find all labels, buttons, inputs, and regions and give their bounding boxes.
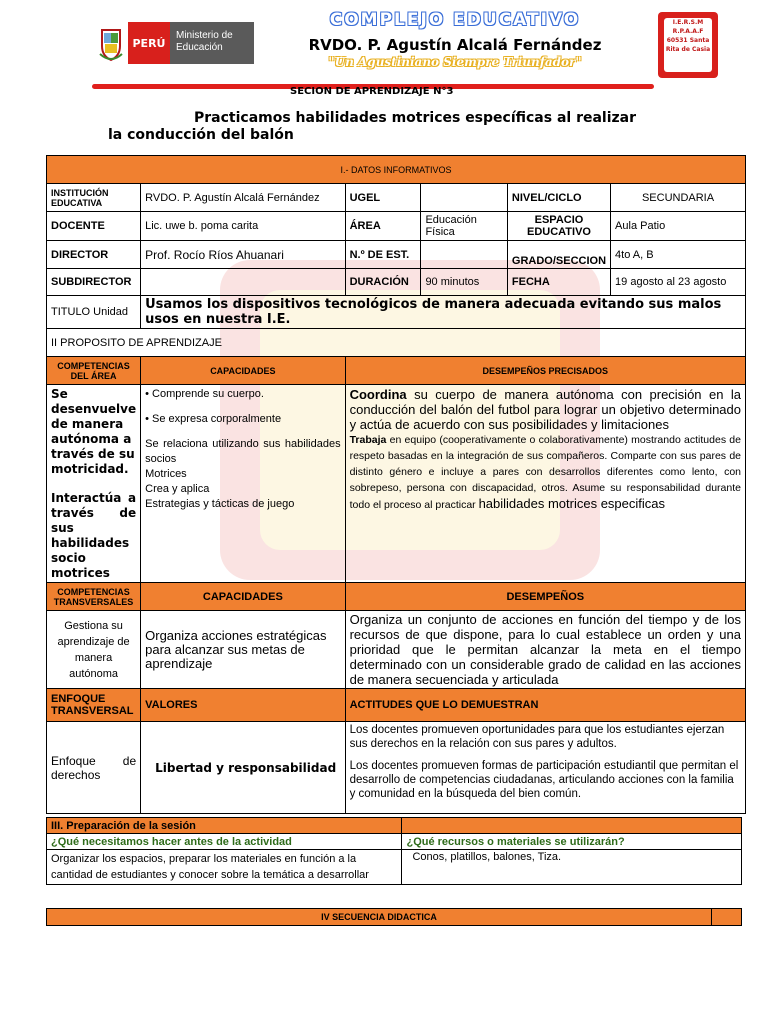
duracion-value: 90 minutos [421, 269, 507, 296]
desempenos-header: DESEMPEÑOS PRECISADOS [345, 357, 745, 385]
nivel-label: NIVEL/CICLO [507, 184, 610, 212]
capacidad-2: Se expresa corporalmente [152, 413, 282, 425]
institucion-label: INSTITUCIÓN EDUCATIVA [47, 184, 141, 212]
actitud-2: Los docentes promueven formas de participación estudiantil que permitan el desarrollo de competencias ciudadanas, articulando acciones con la familia y comunidad en la búsqueda del bien común. [349, 760, 739, 800]
secuencia-header: IV SECUENCIA DIDACTICA [47, 909, 712, 926]
actitudes-header: ACTITUDES QUE LO DEMUESTRAN [345, 689, 745, 722]
preparacion-a2: Conos, platillos, balones, Tiza. [402, 850, 742, 885]
transversales-header: COMPETENCIAS TRANSVERSALES [47, 583, 141, 611]
trans-desempenos-header: DESEMPEÑOS [345, 583, 745, 611]
actitud-1: Los docentes promueven oportunidades para que los estudiantes ejerzan sus derechos en la relación con sus pares y adultos. [349, 724, 725, 750]
desempeno-1 [350, 387, 741, 432]
ugel-label: UGEL [345, 184, 421, 212]
titulo-value: Usamos los dispositivos tecnológicos de manera adecuada evitando sus malos usos en nuestra I.E. [141, 296, 746, 329]
page-title [108, 110, 668, 144]
competencias-cell [47, 385, 141, 583]
area-value: Educación Física [421, 212, 507, 241]
capacidad-4: Crea y aplica [145, 483, 210, 495]
fecha-value: 19 agosto al 23 agosto [611, 269, 746, 296]
secuencia-header-blank [712, 909, 742, 926]
peru-coat-of-arms-icon [98, 24, 124, 64]
crest-text: I.E.R.S.M R.P.A.A.F 60531 Santa Rita de Casia [664, 18, 712, 72]
competencia-2: Interactúa a través de sus habilidades socio motrices [51, 491, 137, 580]
enfoque-header: ENFOQUE TRANSVERSAL [47, 689, 141, 722]
preparacion-q2: ¿Qué recursos o materiales se utilizarán? [402, 834, 742, 850]
institucion-value: RVDO. P. Agustín Alcalá Fernández [141, 184, 345, 212]
preparacion-header-blank [402, 818, 742, 834]
proposito-header: II PROPOSITO DE APRENDIZAJE [47, 329, 746, 357]
datos-header: I.- DATOS INFORMATIVOS [47, 156, 746, 184]
capacidades-header: CAPACIDADES [141, 357, 345, 385]
espacio-label: ESPACIO EDUCATIVO [507, 212, 610, 241]
grado-label: GRADO/SECCION [507, 241, 610, 269]
capacidad-item-1: • Comprende su cuerpo. [145, 388, 264, 400]
session-table [46, 155, 746, 814]
trans-competencia: Gestiona su aprendizaje de manera autónoma [47, 611, 141, 689]
desempeno-2 [350, 432, 741, 513]
trans-desempeno: Organiza un conjunto de acciones en función del tiempo y de los recursos de que dispone, para lo cual establece un orden y una prioridad que le permitan alcanzar la meta en el tiempo determinado con un considerable grado de calidad en las acciones de manera secuenciada y articulada [345, 611, 745, 689]
trans-capacidad: Organiza acciones estratégicas para alcanzar sus metas de aprendizaje [141, 611, 345, 689]
valor-value: Libertad y responsabilidad [141, 722, 345, 814]
desempenos-cell [345, 385, 745, 583]
nest-label: N.º DE EST. [345, 241, 421, 269]
school-title: COMPLEJO EDUCATIVO [329, 10, 581, 30]
preparacion-q1: ¿Qué necesitamos hacer antes de la actividad [47, 834, 402, 850]
subdirector-value [141, 269, 345, 296]
area-label: ÁREA [345, 212, 421, 241]
espacio-value: Aula Patio [611, 212, 746, 241]
competencias-header: COMPETENCIAS DEL ÁREA [47, 357, 141, 385]
capacidad-5: Estrategias y tácticas de juego [145, 498, 295, 510]
desempeno-2-text: en equipo (cooperativamente o colaborativamente) mostrando actitudes de respeto basadas en la integración de sus compañeros. Comparte con sus pares de distinto género e incluye a pares con desarrollos diferentes como lento, con sobrepeso, persona con discapacidad, otros. Asume su responsabilidad durante todo el proceso al practicar [349, 434, 741, 511]
capacidad-item-2: • Se expresa corporalmente [145, 413, 282, 425]
nest-value [421, 241, 507, 269]
preparacion-table [46, 817, 742, 885]
session-title: SECION DE APRENDIZAJE N°3 [290, 86, 454, 97]
ministry-logo: Ministerio de Educación [170, 22, 254, 64]
titulo-label: TITULO Unidad [47, 296, 141, 329]
docente-label: DOCENTE [47, 212, 141, 241]
valores-header: VALORES [141, 689, 345, 722]
school-crest [658, 12, 718, 78]
trans-capacidades-header: CAPACIDADES [141, 583, 345, 611]
title-line-2: la conducción del balón [108, 127, 294, 143]
desempeno-1-verb: Coordina [349, 387, 407, 402]
preparacion-a1: Organizar los espacios, preparar los materiales en función a la cantidad de estudiantes y conocer sobre la temática a desarrollar [47, 850, 402, 885]
subdirector-label: SUBDIRECTOR [47, 269, 141, 296]
nivel-value: SECUNDARIA [611, 184, 746, 212]
docente-value: Lic. uwe b. poma carita [141, 212, 345, 241]
capacidades-cell [141, 385, 345, 583]
desempeno-2-verb: Trabaja [349, 434, 387, 446]
competencia-1: Se desenvuelve de manera autónoma a través de su motricidad. [51, 387, 137, 476]
capacidad-1: Comprende su cuerpo. [152, 388, 264, 400]
director-value: Prof. Rocío Ríos Ahuanari [141, 241, 345, 269]
preparacion-header: III. Preparación de la sesión [47, 818, 402, 834]
duracion-label: DURACIÓN [345, 269, 421, 296]
secuencia-table [46, 908, 742, 926]
capacidad-3b: Motrices [145, 468, 187, 480]
desempeno-1-text: su cuerpo de manera autónoma con precisión en la conducción del balón del futbol para lograr un objetivo determinado y actúa de acuerdo con sus posibilidades y limitaciones [349, 387, 741, 432]
grado-value: 4to A, B [611, 241, 746, 269]
capacidad-3: Se relaciona utilizando sus habilidades socios [145, 438, 341, 465]
ugel-value [421, 184, 507, 212]
peru-logo: PERÚ [128, 22, 170, 64]
title-line-1: Practicamos habilidades motrices específicas al realizar [194, 110, 637, 126]
enfoque-value: Enfoque de derechos [47, 722, 141, 814]
school-name: RVDO. P. Agustín Alcalá Fernández [308, 36, 602, 54]
actitudes-cell [345, 722, 745, 814]
school-motto: "Un Agustiniano Siempre Triunfador" [328, 55, 582, 69]
fecha-label: FECHA [507, 269, 610, 296]
director-label: DIRECTOR [47, 241, 141, 269]
desempeno-2-end: habilidades motrices especificas [478, 496, 666, 511]
